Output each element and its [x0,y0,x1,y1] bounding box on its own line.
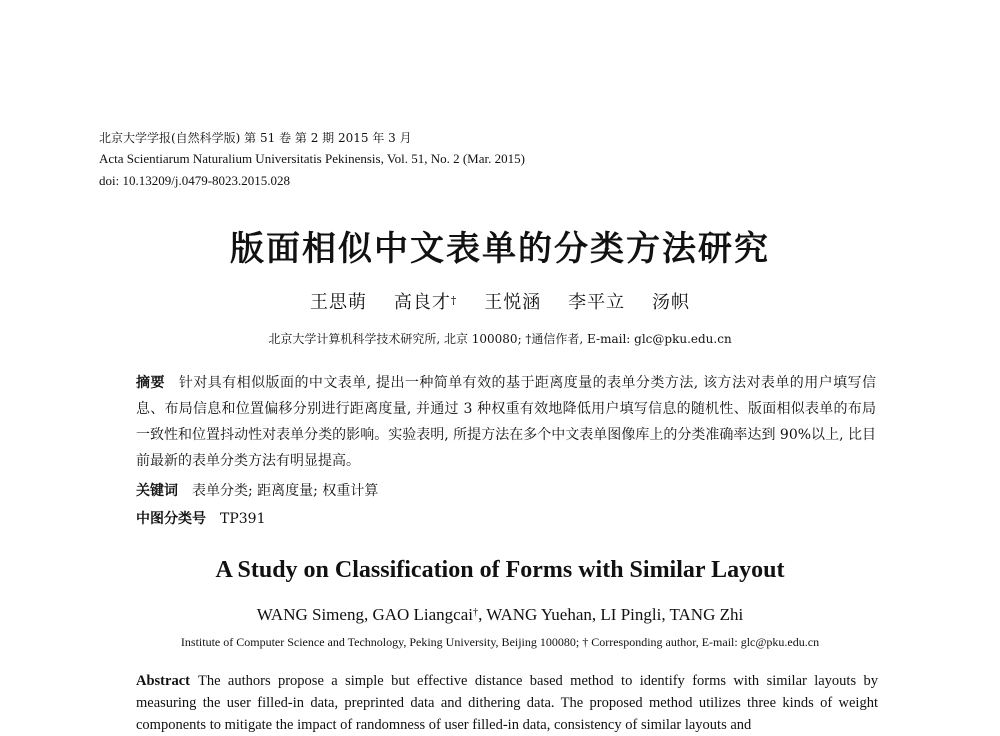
author-cn: 王思萌 [310,292,368,313]
authors-en [0,604,1000,626]
abstract-cn-label: 摘要 [136,375,165,391]
authors-en-part: WANG Simeng, GAO Liangcai [256,605,474,624]
abstract-cn-text: 针对具有相似版面的中文表单, 提出一种简单有效的基于距离度量的表单分类方法, 该方法对表单的用户填写信息、布局信息和位置偏移分别进行距离度量, 并通过 3 种权重有效地降低用户填写信息的随机性、版面相似表单的布局一致性和位置抖动性对表单分类的影响。实验表明, 所提方法在多个中文表单图像库上的分类准确率达到 90%以上, 比目前最新的表单分类方法有明显提高。 [136,375,876,469]
authors-en-part: , WANG Yuehan, LI Pingli, TANG Zhi [478,605,744,624]
author-cn: 王悦涵 [484,292,542,313]
doi: doi: 10.13209/j.0479-8023.2015.028 [99,173,291,188]
authors-cn [0,292,1000,314]
keywords-cn [136,478,876,504]
title-en: A Study on Classification of Forms with Similar Layout [215,557,785,583]
author-cn: 高良才 [393,292,451,313]
clc-text: TP391 [220,511,266,527]
journal-info-cn: 北京大学学报(自然科学版) 第 51 卷 第 2 期 2015 年 3 月 [99,131,412,145]
affiliation-en: Institute of Computer Science and Technology, Peking University, Beijing 100080; † Corresponding author, E-mail: glc@pku.edu.cn [180,635,820,649]
affiliation-cn: 北京大学计算机科学技术研究所, 北京 100080; †通信作者, E-mail: glc@pku.edu.cn [268,332,732,346]
abstract-cn [136,370,876,474]
author-cn: 汤帜 [651,292,690,313]
journal-info-en: Acta Scientiarum Naturalium Universitatis Pekinensis, Vol. 51, No. 2 (Mar. 2015) [99,151,525,166]
corresponding-mark: † [450,294,458,307]
keywords-cn-label: 关键词 [136,483,178,499]
corresponding-mark: † [473,607,479,618]
author-cn: 李平立 [568,292,626,313]
abstract-en [136,670,878,736]
keywords-cn-text: 表单分类; 距离度量; 权重计算 [192,483,379,499]
abstract-en-label: Abstract [136,673,190,689]
abstract-en-text: The authors propose a simple but effective distance based method to identify forms with similar layouts by measuring the user filled-in data, preprinted data and dithering data. The proposed method utilizes three kinds of weight components to mitigate the impact of randomness of user filled-in data, consistency of similar layouts and [136,673,878,733]
title-cn: 版面相似中文表单的分类方法研究 [230,229,770,269]
clc-label: 中图分类号 [136,511,206,527]
clc-number [136,506,876,532]
